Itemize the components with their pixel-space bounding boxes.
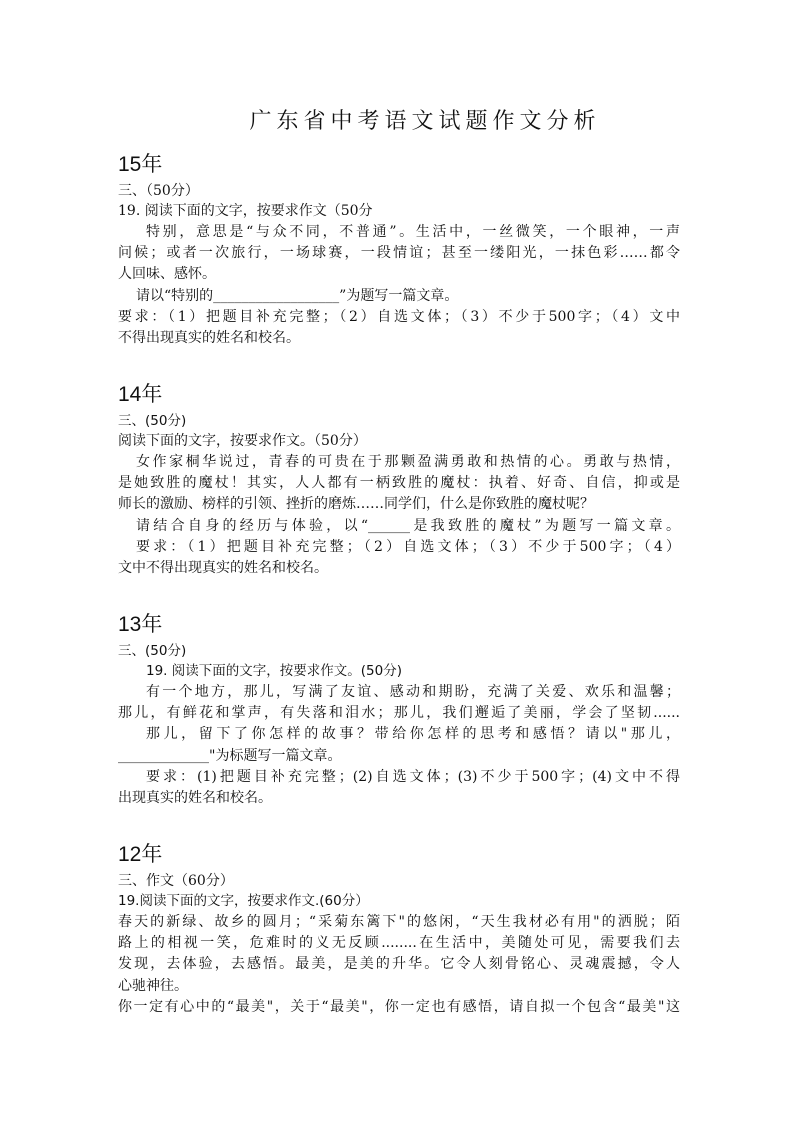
section-15-requirements: 要求：（1）把题目补充完整；（2）自选文体；（3）不少于500字；（4）文中 <box>118 309 680 325</box>
section-15-text-line: 特别，意思是“与众不同，不普通”。生活中，一丝微笑，一个眼神，一声 <box>146 224 680 240</box>
section-14-text-line: 师长的激励、榜样的引领、挫折的磨炼……同学们，什么是你致胜的魔杖呢？ <box>118 496 594 512</box>
section-12-text-line: 春天的新绿、故乡的圆月；“采菊东篱下"的悠闲，“天生我材必有用"的洒脱；陌 <box>118 914 680 930</box>
document-title: 广东省中考语文试题作文分析 <box>249 109 601 134</box>
section-13-prompt: _____________"为标题写一篇文章。 <box>118 748 342 764</box>
section-year-14: 14年 <box>118 383 163 406</box>
section-14-text-line: 女作家桐华说过，青春的可贵在于那颗盈满勇敢和热情的心。勇敢与热情， <box>136 454 680 470</box>
section-14-prompt: 请结合自身的经历与体验，以“______是我致胜的魔杖”为题写一篇文章。 <box>136 518 680 534</box>
section-12-heading: 三、作文（60分） <box>118 873 234 889</box>
section-12-text-line: 路上的相视一笑，危难时的义无反顾........在生活中，美随处可见，需要我们去 <box>118 935 680 951</box>
section-12-text-line: 发现，去体验，去感悟。最美，是美的升华。它令人刻骨铭心、灵魂震撼，令人 <box>118 956 680 972</box>
section-12-text-line: 心驰神往。 <box>118 978 188 994</box>
section-year-13: 13年 <box>118 613 163 636</box>
section-15-question: 19. 阅读下面的文字，按要求作文（50分 <box>118 203 373 219</box>
section-14-requirements: 文中不得出现真实的姓名和校名。 <box>118 560 328 576</box>
section-15-text-line: 问候；或者一次旅行，一场球赛，一段情谊；甚至一缕阳光，一抹色彩……都令 <box>118 245 680 261</box>
section-15-requirements: 不得出现真实的姓名和校名。 <box>118 330 300 346</box>
section-14-question: 阅读下面的文字，按要求作文。（50分） <box>118 433 367 449</box>
section-13-requirements: 要求：(1)把题目补充完整；(2)自选文体；(3)不少于500字；(4)文中不得 <box>146 769 680 785</box>
section-13-text-line: 那儿，留下了你怎样的故事？带给你怎样的思考和感悟？请以"那儿， <box>146 726 680 742</box>
section-13-question: 19. 阅读下面的文字，按要求作文。(50分) <box>146 663 402 679</box>
section-13-text-line: 有一个地方，那儿，写满了友谊、感动和期盼，充满了关爱、欢乐和温馨； <box>146 684 680 700</box>
section-14-requirements: 要求：（1）把题目补充完整；（2）自选文体；（3）不少于500字；（4） <box>136 539 680 555</box>
section-15-heading: 三、（50分） <box>118 183 199 199</box>
section-14-heading: 三、(50分) <box>118 413 187 429</box>
section-13-text-line: 那儿，有鲜花和掌声，有失落和泪水；那儿，我们邂逅了美丽，学会了坚韧...... <box>118 705 680 721</box>
section-12-prompt: 你一定有心中的“最美"，关于“最美"，你一定也有感悟，请自拟一个包含“最美"这 <box>118 999 680 1015</box>
section-13-heading: 三、(50分) <box>118 643 187 659</box>
section-14-text-line: 是她致胜的魔杖！其实，人人都有一柄致胜的魔杖：执着、好奇、自信，抑或是 <box>118 475 680 491</box>
section-12-question: 19.阅读下面的文字，按要求作文.(60分） <box>118 893 369 909</box>
section-15-text-line: 人回味、感怀。 <box>118 266 216 282</box>
section-year-15: 15年 <box>118 153 163 176</box>
section-13-requirements: 出现真实的姓名和校名。 <box>118 790 272 806</box>
section-year-12: 12年 <box>118 843 163 866</box>
section-15-prompt: 请以“特别的__________________”为题写一篇文章。 <box>136 288 459 304</box>
